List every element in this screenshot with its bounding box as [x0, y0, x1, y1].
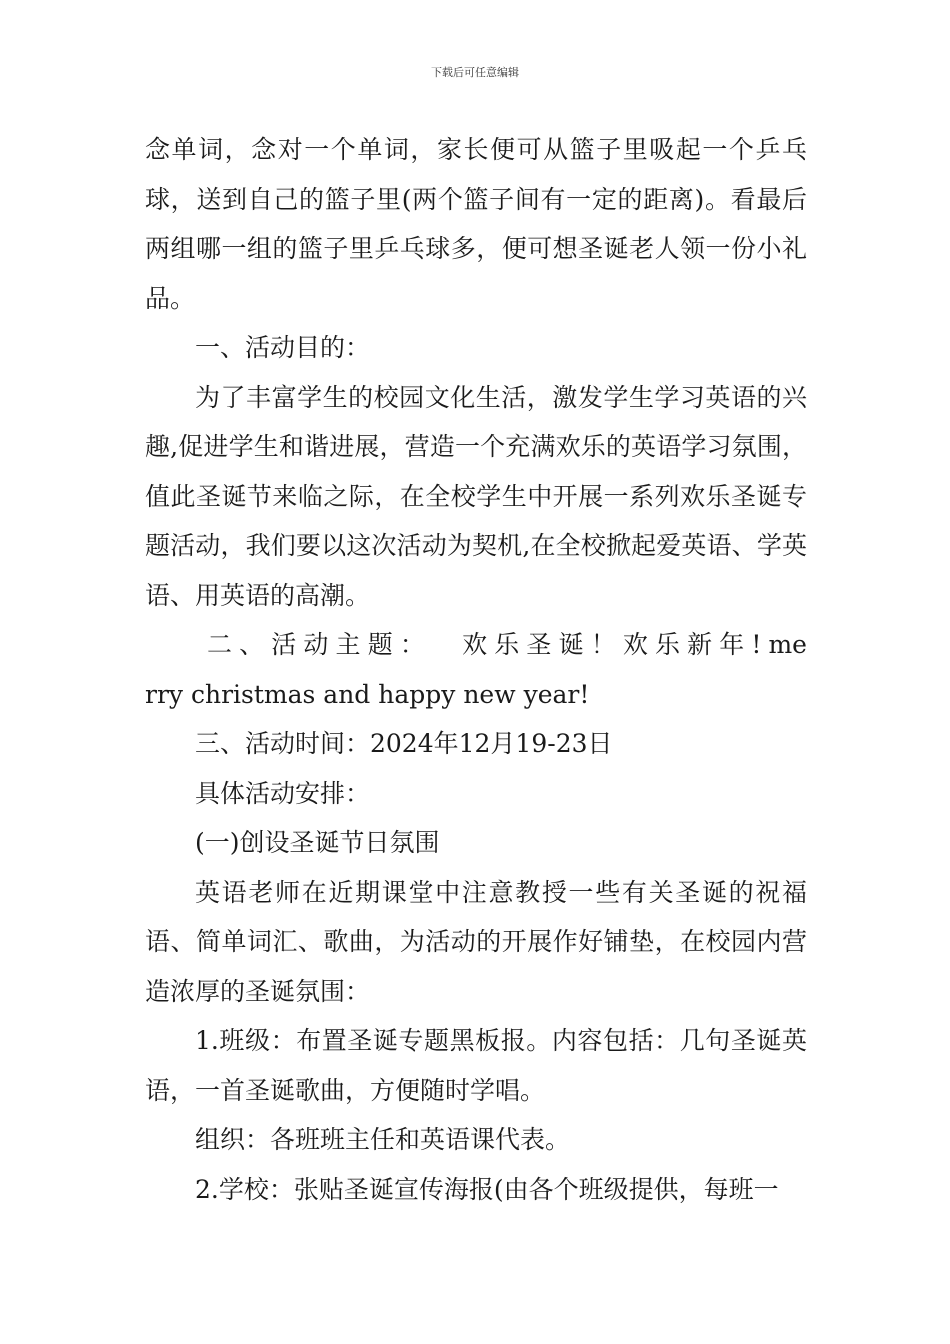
intro-continued-paragraph: 念单词，念对一个单词，家长便可从篮子里吸起一个乒乓球，送到自己的篮子里(两个篮子间有一定的距离)。看最后两组哪一组的篮子里乒乓球多，便可想圣诞老人领一份小礼品。 [145, 135, 807, 313]
class-item: 1.班级：布置圣诞专题黑板报。内容包括：几句圣诞英语，一首圣诞歌曲，方便随时学唱。 [145, 1026, 807, 1105]
purpose-paragraph: 为了丰富学生的校园文化生活，激发学生学习英语的兴趣,促进学生和谐进展，营造一个充满欢乐的英语学习氛围，值此圣诞节来临之际，在全校学生中开展一系列欢乐圣诞专题活动，我们要以这次活动为契机,在全校掀起爱英语、学英语、用英语的高潮。 [145, 382, 807, 610]
page-header: 下载后可任意编辑 [431, 66, 519, 79]
document-body [145, 125, 807, 1214]
section-one-heading: (一)创设圣诞节日氛围 [195, 828, 440, 857]
schedule-title: 具体活动安排： [195, 778, 371, 808]
theme-paragraph [145, 620, 807, 719]
purpose-heading: 一、活动目的： [195, 333, 371, 362]
time-heading: 三、活动时间：2024年12月19-23日 [195, 729, 613, 758]
theme-heading: 二、活动主题： [207, 630, 432, 659]
theme-english: merry christmas and happy new year! [145, 630, 807, 709]
school-item: 2.学校：张贴圣诞宣传海报(由各个班级提供，每班一 [195, 1174, 779, 1204]
theme-chinese: 欢乐圣诞！欢乐新年! [462, 630, 769, 659]
section-one-paragraph: 英语老师在近期课堂中注意教授一些有关圣诞的祝福语、简单词汇、歌曲，为活动的开展作好铺垫，在校园内营造浓厚的圣诞氛围： [145, 877, 807, 1006]
organize-item: 组织：各班班主任和英语课代表。 [195, 1125, 571, 1154]
